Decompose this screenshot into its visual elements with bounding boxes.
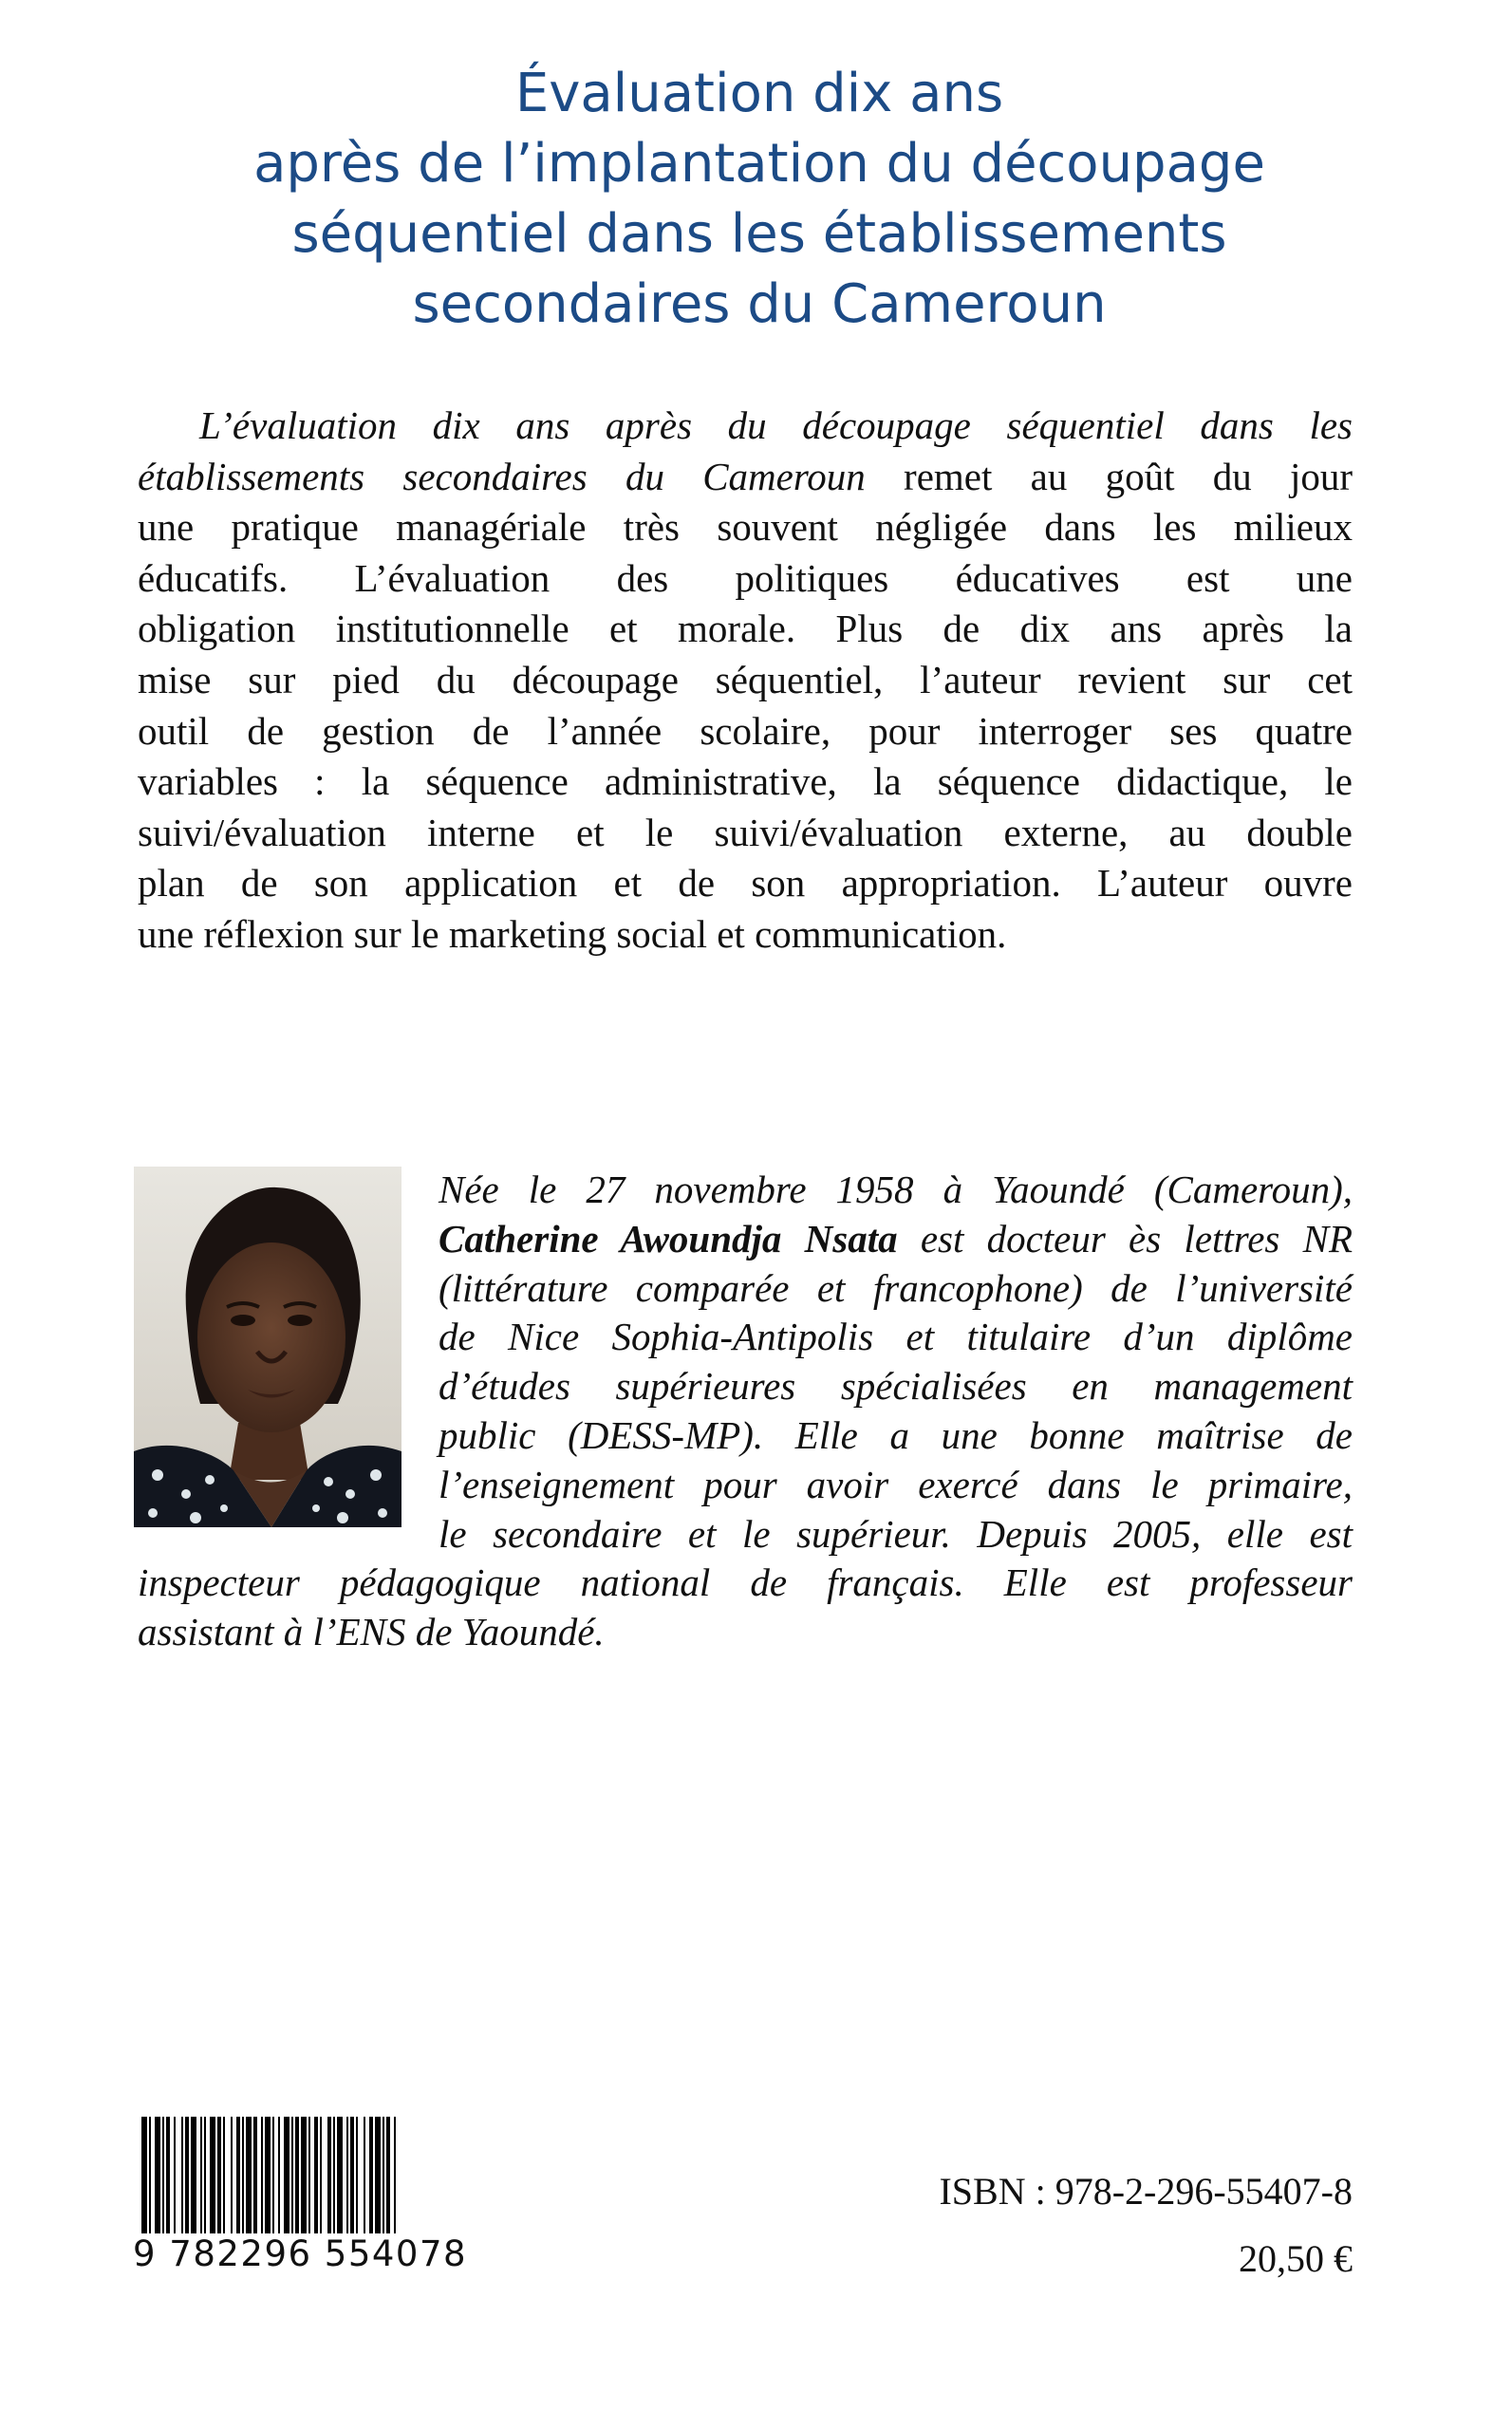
isbn: ISBN : 978-2-296-55407-8 bbox=[939, 2170, 1353, 2213]
barcode-bar bbox=[301, 2117, 307, 2250]
title-line: secondaires du Cameroun bbox=[412, 273, 1107, 335]
barcode-bar bbox=[200, 2117, 202, 2250]
bio-line: assistant à l’ENS de Yaoundé. bbox=[138, 1610, 605, 1654]
barcode-bar bbox=[308, 2117, 310, 2250]
author-name: Catherine Awoundja Nsata bbox=[439, 1216, 898, 1261]
summary-line: éducatifs. L’évaluation des politiques éducatives est une bbox=[138, 555, 1353, 600]
barcode-bar bbox=[155, 2117, 160, 2250]
barcode-bar bbox=[204, 2117, 206, 2250]
bio-line: (littérature comparée et francophone) de l’université bbox=[439, 1265, 1353, 1310]
summary-line: suivi/évaluation interne et le suivi/évaluation externe, au double bbox=[138, 810, 1353, 854]
bio-line: public (DESS-MP). Elle a une bonne maîtrise de bbox=[439, 1412, 1353, 1457]
summary-line: plan de son application et de son appropriation. L’auteur ouvre bbox=[138, 861, 1353, 906]
summary-italic-title-part: établissements secondaires du Cameroun bbox=[138, 454, 866, 498]
bio-text: est docteur ès lettres NR bbox=[920, 1216, 1353, 1261]
summary-line: mise sur pied du découpage séquentiel, l’auteur revient sur cet bbox=[138, 657, 1353, 701]
bio-line: le secondaire et le supérieur. Depuis 2005, elle est bbox=[439, 1511, 1353, 1556]
barcode-bar bbox=[337, 2117, 343, 2250]
bio-line bbox=[439, 1215, 1353, 1264]
barcode-bar bbox=[166, 2117, 170, 2250]
barcode-bar bbox=[383, 2117, 384, 2250]
barcode-bar bbox=[327, 2117, 331, 2250]
title-line: séquentiel dans les établissements bbox=[291, 203, 1227, 265]
barcode-bar bbox=[320, 2117, 322, 2250]
summary-line: variables : la séquence administrative, la séquence didactique, le bbox=[138, 759, 1353, 804]
price: 20,50 € bbox=[1239, 2237, 1353, 2280]
barcode-bar bbox=[333, 2117, 335, 2250]
author-biography bbox=[138, 1166, 1353, 1657]
barcode-digits: 9 782296 554078 bbox=[129, 2233, 471, 2274]
summary-text: remet au goût du jour bbox=[904, 454, 1353, 498]
book-title bbox=[142, 59, 1376, 340]
title-line: après de l’implantation du découpage bbox=[253, 133, 1265, 195]
barcode-bar bbox=[191, 2117, 196, 2250]
barcode-bar bbox=[185, 2117, 189, 2250]
barcode-bar bbox=[149, 2117, 151, 2250]
barcode-bar bbox=[236, 2117, 240, 2250]
barcode-bar bbox=[278, 2117, 280, 2250]
barcode-bar bbox=[369, 2117, 373, 2250]
bio-line: de Nice Sophia-Antipolis et titulaire d’un diplôme bbox=[439, 1315, 1353, 1359]
barcode-bar bbox=[141, 2117, 147, 2250]
summary-line: une pratique managériale très souvent négligée dans les milieux bbox=[138, 505, 1353, 550]
barcode-bar bbox=[261, 2117, 263, 2250]
bio-line: inspecteur pédagogique national de français. Elle est professeur bbox=[138, 1560, 1353, 1605]
bio-line: Née le 27 novembre 1958 à Yaoundé (Cameroun), bbox=[439, 1168, 1353, 1211]
barcode-bar bbox=[356, 2117, 358, 2250]
barcode-bar bbox=[217, 2117, 221, 2250]
barcode-bar bbox=[210, 2117, 215, 2250]
barcode-bar bbox=[350, 2117, 354, 2250]
summary-line bbox=[138, 452, 1353, 503]
summary-line: obligation institutionnelle et morale. Plus de dix ans après la bbox=[138, 607, 1353, 651]
summary-line: outil de gestion de l’année scolaire, pour interroger ses quatre bbox=[138, 708, 1353, 753]
barcode-bar bbox=[223, 2117, 225, 2250]
barcode-bar bbox=[364, 2117, 365, 2250]
barcode-bar bbox=[231, 2117, 233, 2250]
barcode-bar bbox=[295, 2117, 299, 2250]
barcode bbox=[134, 2117, 504, 2250]
barcode-bar bbox=[174, 2117, 176, 2250]
barcode-bar bbox=[265, 2117, 271, 2250]
barcode-bar bbox=[253, 2117, 257, 2250]
barcode-bar bbox=[162, 2117, 164, 2250]
summary-line bbox=[138, 401, 1353, 452]
barcode-bar bbox=[394, 2117, 396, 2250]
bio-line: d’études supérieures spécialisées en management bbox=[439, 1364, 1353, 1409]
summary-line: une réflexion sur le marketing social et communication. bbox=[138, 911, 1007, 956]
barcode-bar bbox=[272, 2117, 274, 2250]
barcode-bar bbox=[242, 2117, 244, 2250]
barcode-bar bbox=[346, 2117, 348, 2250]
barcode-bar bbox=[375, 2117, 381, 2250]
bio-line: l’enseignement pour avoir exercé dans le primaire, bbox=[439, 1462, 1353, 1506]
back-cover-summary bbox=[138, 401, 1353, 961]
barcode-bar bbox=[246, 2117, 252, 2250]
summary-italic-title-part: L’évaluation dix ans après du découpage séquentiel dans les bbox=[199, 403, 1353, 447]
title-line: Évaluation dix ans bbox=[514, 63, 1004, 124]
barcode-bar bbox=[314, 2117, 318, 2250]
barcode-bar bbox=[386, 2117, 390, 2250]
barcode-bar bbox=[284, 2117, 289, 2250]
barcode-bar bbox=[291, 2117, 293, 2250]
barcode-bar bbox=[181, 2117, 183, 2250]
